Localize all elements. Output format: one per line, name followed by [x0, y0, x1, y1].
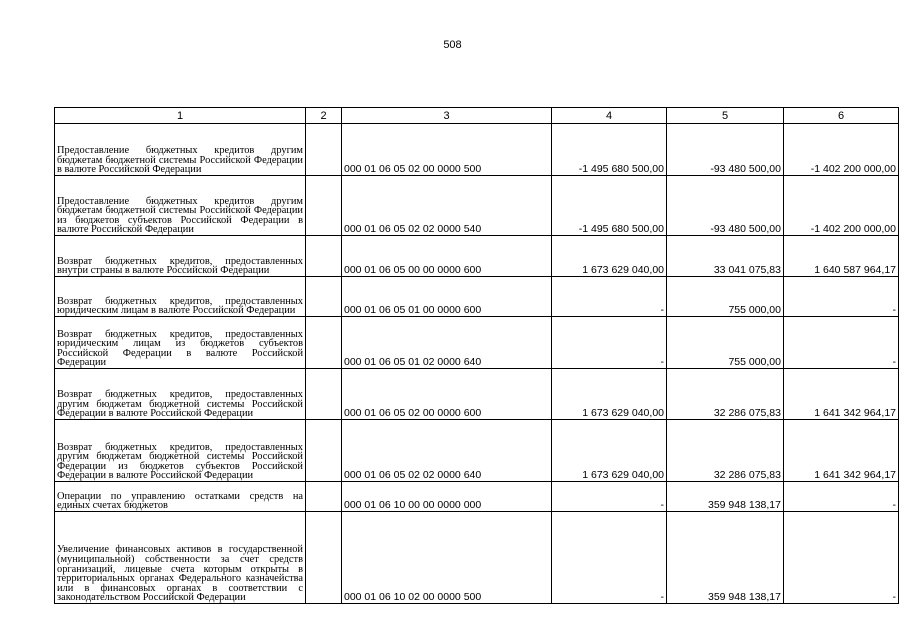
row-col2 — [306, 317, 342, 369]
row-description: Возврат бюджетных кредитов, предоставленных юридическим лицам в валюте Российской Федерации — [55, 277, 306, 317]
row-value-4: 1 673 629 040,00 — [552, 369, 667, 420]
table-row — [55, 482, 899, 512]
row-value-4: 1 673 629 040,00 — [552, 420, 667, 482]
row-col2 — [306, 236, 342, 277]
row-value-6: -1 402 200 000,00 — [784, 176, 899, 236]
row-value-4: - — [552, 317, 667, 369]
row-value-4: -1 495 680 500,00 — [552, 124, 667, 176]
budget-table — [54, 107, 899, 604]
row-value-5: -93 480 500,00 — [667, 176, 784, 236]
row-value-5: 359 948 138,17 — [667, 482, 784, 512]
header-cell-5: 5 — [667, 108, 784, 124]
row-value-4: 1 673 629 040,00 — [552, 236, 667, 277]
row-value-6: 1 641 342 964,17 — [784, 420, 899, 482]
row-description: Увеличение финансовых активов в государственной (муниципальной) собственности за счет средств организаций, лицевые счета которым открыты в территориальных органах Федерального казначейства или в финансовых органах в соответствии с законодательством Российской Федерации — [55, 512, 306, 604]
row-value-5: 32 286 075,83 — [667, 369, 784, 420]
row-value-5: -93 480 500,00 — [667, 124, 784, 176]
row-col2 — [306, 420, 342, 482]
row-value-4: - — [552, 482, 667, 512]
table-row — [55, 512, 899, 604]
row-description: Возврат бюджетных кредитов, предоставленных другим бюджетам бюджетной системы Российской Федерации в валюте Российской Федерации — [55, 369, 306, 420]
row-value-5: 32 286 075,83 — [667, 420, 784, 482]
header-cell-4: 4 — [552, 108, 667, 124]
row-col2 — [306, 124, 342, 176]
row-code: 000 01 06 05 02 00 0000 500 — [342, 124, 552, 176]
page-number: 508 — [443, 39, 462, 51]
row-code: 000 01 06 05 00 00 0000 600 — [342, 236, 552, 277]
row-code: 000 01 06 05 01 02 0000 640 — [342, 317, 552, 369]
row-code: 000 01 06 10 00 00 0000 000 — [342, 482, 552, 512]
table-row — [55, 420, 899, 482]
row-description: Предоставление бюджетных кредитов другим бюджетам бюджетной системы Российской Федерации из бюджетов субъектов Российской Федерации в валюте Российской Федерации — [55, 176, 306, 236]
row-col2 — [306, 369, 342, 420]
table-header-row — [55, 108, 899, 124]
row-value-6: 1 640 587 964,17 — [784, 236, 899, 277]
row-value-6: - — [784, 512, 899, 604]
table-row — [55, 369, 899, 420]
row-code: 000 01 06 05 02 02 0000 540 — [342, 176, 552, 236]
header-cell-3: 3 — [342, 108, 552, 124]
header-cell-6: 6 — [784, 108, 899, 124]
row-col2 — [306, 512, 342, 604]
row-code: 000 01 06 05 02 00 0000 600 — [342, 369, 552, 420]
row-description: Возврат бюджетных кредитов, предоставленных внутри страны в валюте Российской Федерации — [55, 236, 306, 277]
row-value-5: 755 000,00 — [667, 277, 784, 317]
row-description: Возврат бюджетных кредитов, предоставленных юридическим лицам из бюджетов субъектов Российской Федерации в валюте Российской Федерации — [55, 317, 306, 369]
row-value-4: - — [552, 512, 667, 604]
row-code: 000 01 06 05 02 02 0000 640 — [342, 420, 552, 482]
row-col2 — [306, 176, 342, 236]
row-value-5: 755 000,00 — [667, 317, 784, 369]
row-value-5: 359 948 138,17 — [667, 512, 784, 604]
row-value-6: - — [784, 482, 899, 512]
row-description: Возврат бюджетных кредитов, предоставленных другим бюджетам бюджетной системы Российской Федерации из бюджетов субъектов Российской Федерации в валюте Российской Федерации — [55, 420, 306, 482]
row-value-6: -1 402 200 000,00 — [784, 124, 899, 176]
row-value-6: - — [784, 277, 899, 317]
row-value-4: - — [552, 277, 667, 317]
row-col2 — [306, 277, 342, 317]
row-value-6: 1 641 342 964,17 — [784, 369, 899, 420]
row-value-6: - — [784, 317, 899, 369]
row-description: Предоставление бюджетных кредитов другим бюджетам бюджетной системы Российской Федерации в валюте Российской Федерации — [55, 124, 306, 176]
table-row — [55, 277, 899, 317]
table-row — [55, 236, 899, 277]
row-value-4: -1 495 680 500,00 — [552, 176, 667, 236]
table-row — [55, 124, 899, 176]
row-code: 000 01 06 10 02 00 0000 500 — [342, 512, 552, 604]
row-col2 — [306, 482, 342, 512]
table-row — [55, 176, 899, 236]
row-code: 000 01 06 05 01 00 0000 600 — [342, 277, 552, 317]
table-row — [55, 317, 899, 369]
row-value-5: 33 041 075,83 — [667, 236, 784, 277]
row-description: Операции по управлению остатками средств на единых счетах бюджетов — [55, 482, 306, 512]
header-cell-2: 2 — [306, 108, 342, 124]
header-cell-1: 1 — [55, 108, 306, 124]
